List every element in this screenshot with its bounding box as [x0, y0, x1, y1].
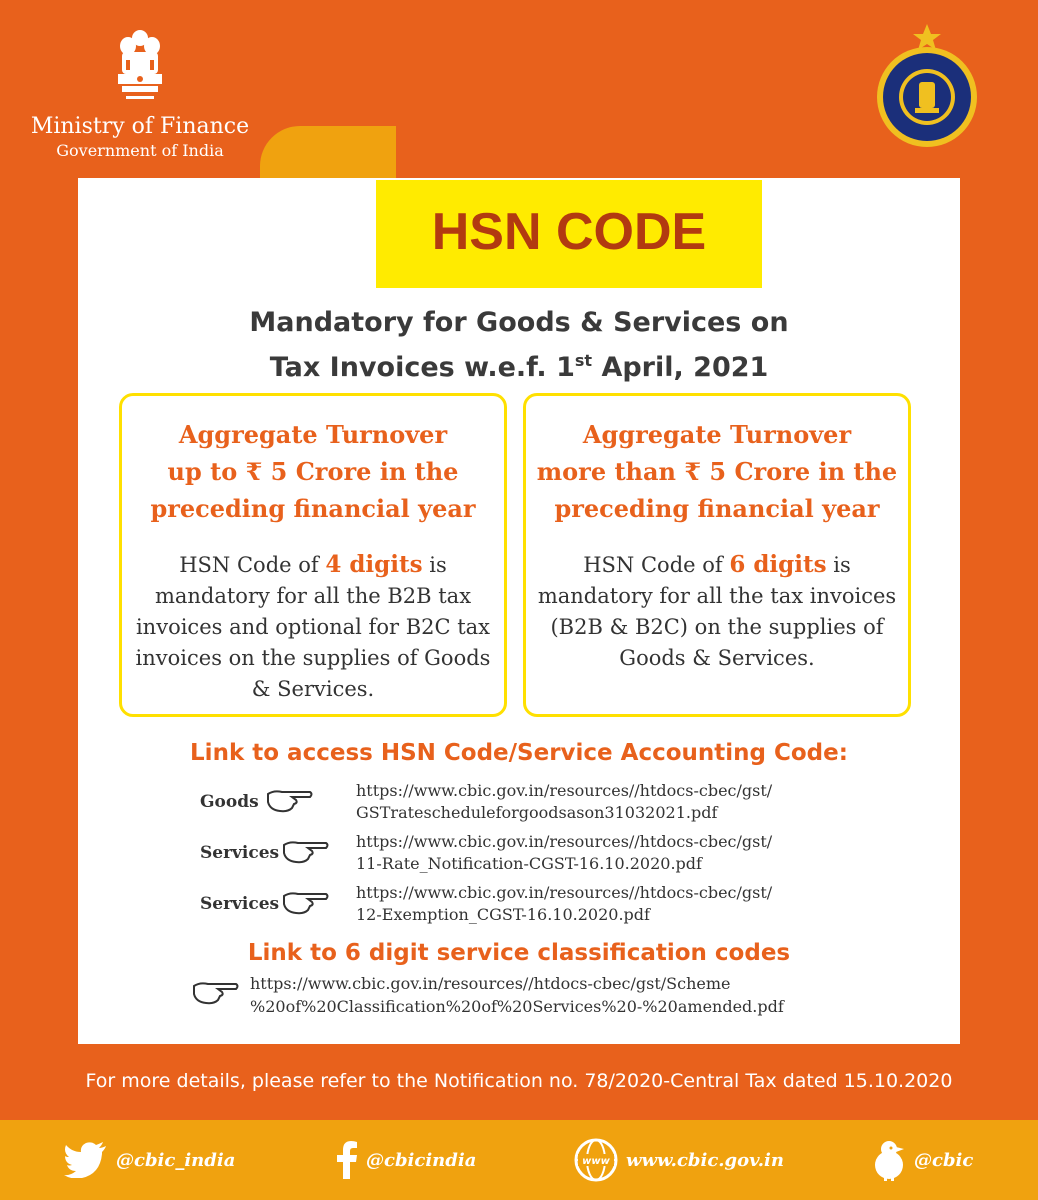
box-heading-line: more than ₹ 5 Crore in the — [536, 457, 898, 486]
box-body-post: is mandatory for all the tax invoices (B2B & B2C) on the supplies of Goods & Services. — [537, 553, 897, 670]
services-exemption-link-url[interactable] — [356, 882, 772, 926]
link-label: Services — [200, 894, 280, 914]
services-rate-link-url[interactable] — [356, 831, 772, 875]
digit-count-highlight: 4 digits — [325, 551, 423, 578]
box-heading-line: Aggregate Turnover — [582, 420, 852, 449]
url-line[interactable]: https://www.cbic.gov.in/resources//htdocs-cbec/gst/Scheme — [250, 974, 731, 993]
page-title: HSN CODE — [431, 203, 707, 261]
facebook-handle-text[interactable]: @cbicindia — [366, 1149, 477, 1171]
subtitle — [120, 304, 918, 387]
box-body — [526, 549, 908, 674]
url-line[interactable]: %20of%20Classification%20of%20Services%20-%20amended.pdf — [250, 997, 784, 1016]
pointing-hand-icon — [282, 837, 330, 865]
box-heading-line: Aggregate Turnover — [178, 420, 448, 449]
box-heading — [526, 416, 908, 527]
turnover-box-more-than-5-crore — [523, 393, 911, 717]
website-link[interactable] — [574, 1140, 784, 1180]
pointing-hand-icon — [266, 786, 314, 814]
koo-handle[interactable] — [872, 1140, 973, 1180]
box-body-pre: HSN Code of — [179, 553, 326, 577]
koo-handle-text[interactable]: @cbic — [914, 1149, 974, 1171]
social-footer — [0, 1120, 1038, 1200]
link-row-services-rate[interactable] — [200, 831, 900, 881]
ministry-header — [30, 26, 250, 162]
pointing-hand-icon — [192, 978, 240, 1006]
box-body-post: is mandatory for all the B2B tax invoices and optional for B2C tax invoices on the supplies of Goods & Services. — [135, 553, 491, 701]
subtitle-line1: Mandatory for Goods & Services on — [249, 307, 789, 338]
globe-icon — [574, 1138, 618, 1182]
link-label: Services — [200, 843, 280, 863]
national-emblem-icon — [112, 26, 168, 106]
url-line[interactable]: GSTratescheduleforgoodsason31032021.pdf — [356, 803, 718, 822]
url-line[interactable]: https://www.cbic.gov.in/resources//htdocs-cbec/gst/ — [356, 883, 773, 902]
classification-link-row[interactable] — [192, 972, 892, 1022]
box-body-pre: HSN Code of — [583, 553, 730, 577]
cbic-logo-icon — [862, 22, 992, 152]
facebook-handle[interactable] — [336, 1140, 476, 1180]
pointing-hand-icon — [282, 888, 330, 916]
government-name: Government of India — [56, 141, 224, 160]
box-heading-line: up to ₹ 5 Crore in the — [167, 457, 459, 486]
notification-note: For more details, please refer to the Notification no. 78/2020-Central Tax dated 15.10.2020 — [85, 1070, 953, 1092]
url-line[interactable]: https://www.cbic.gov.in/resources//htdocs-cbec/gst/ — [356, 832, 773, 851]
goods-link-url[interactable] — [356, 780, 772, 824]
classification-link-url[interactable] — [250, 972, 784, 1018]
twitter-handle-text[interactable]: @cbic_india — [116, 1149, 236, 1171]
box-body — [122, 549, 504, 705]
ministry-name: Ministry of Finance — [30, 114, 250, 139]
link-label: Goods — [200, 792, 259, 812]
twitter-handle[interactable] — [64, 1140, 235, 1180]
url-line[interactable]: 11-Rate_Notification-CGST-16.10.2020.pdf — [356, 854, 702, 873]
facebook-icon — [336, 1141, 358, 1179]
subtitle-line2-post: April, 2021 — [592, 352, 769, 383]
website-text[interactable]: www.cbic.gov.in — [626, 1149, 784, 1171]
classification-heading: Link to 6 digit service classification codes — [247, 940, 791, 966]
koo-bird-icon — [872, 1139, 906, 1181]
digit-count-highlight: 6 digits — [729, 551, 827, 578]
subtitle-line2 — [120, 342, 918, 387]
svg-text:www: www — [582, 1156, 610, 1167]
turnover-box-up-to-5-crore — [119, 393, 507, 717]
box-heading-line: preceding financial year — [150, 494, 476, 523]
subtitle-line2-sup: st — [574, 351, 593, 370]
box-heading-line: preceding financial year — [554, 494, 880, 523]
twitter-icon — [64, 1142, 108, 1178]
box-heading — [122, 416, 504, 527]
link-row-goods[interactable] — [200, 780, 900, 830]
url-line[interactable]: https://www.cbic.gov.in/resources//htdocs-cbec/gst/ — [356, 781, 773, 800]
url-line[interactable]: 12-Exemption_CGST-16.10.2020.pdf — [356, 905, 650, 924]
subtitle-line2-pre: Tax Invoices w.e.f. 1 — [269, 352, 575, 383]
links-heading: Link to access HSN Code/Service Accounting Code: — [190, 740, 848, 766]
link-row-services-exemption[interactable] — [200, 882, 900, 932]
